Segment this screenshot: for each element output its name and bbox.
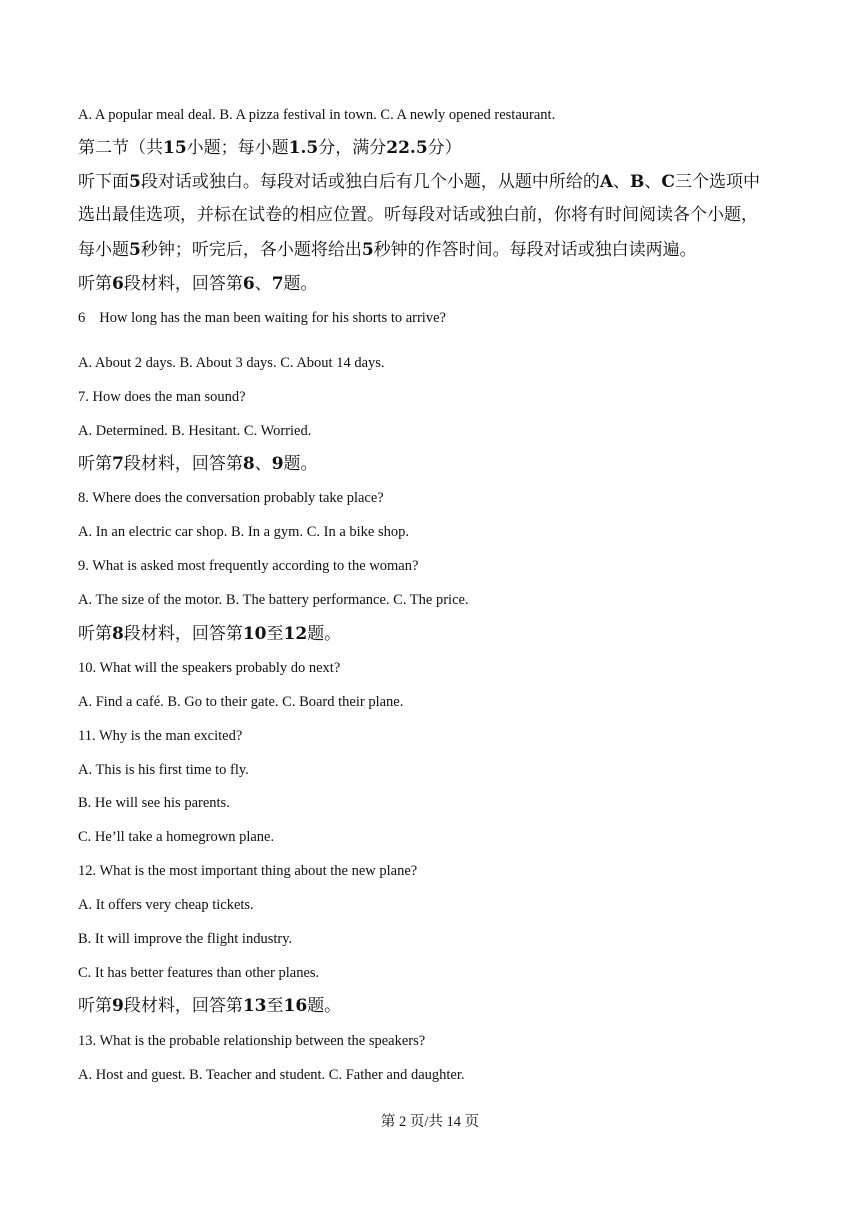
text-fragment: 题。 — [307, 624, 342, 644]
text-fragment: 听第 — [78, 996, 112, 1016]
text-fragment: 分，满分 — [318, 138, 387, 158]
text-fragment: 分） — [427, 138, 462, 158]
question-7-options: A. Determined. B. Hesitant. C. Worried. — [78, 423, 312, 439]
text-fragment: 9 — [112, 996, 124, 1016]
material-8-heading — [78, 623, 800, 645]
text-fragment: 题。 — [283, 274, 318, 294]
text-fragment: 听下面 — [78, 172, 129, 192]
question-10-options: A. Find a café. B. Go to their gate. C. Board their plane. — [78, 694, 404, 710]
instructions-line-2: 选出最佳选项，并标在试卷的相应位置。听每段对话或独白前，你将有时间阅读各个小题， — [78, 205, 758, 225]
text-fragment: 段对话或独白。每段对话或独白后有几个小题，从题中所给的 — [140, 172, 600, 192]
question-number: 6 — [78, 310, 86, 326]
text-fragment: 小题；每小题 — [186, 138, 289, 158]
text-fragment: 22.5 — [386, 138, 428, 158]
text-fragment: 、 — [613, 172, 631, 192]
text-fragment: 5 — [129, 172, 141, 192]
text-fragment: 至 — [266, 624, 284, 644]
text-fragment: 至 — [266, 996, 284, 1016]
text-fragment: 5 — [129, 240, 141, 260]
text-fragment: 三个选项中 — [674, 172, 760, 192]
page-footer: 第 2 页/共 14 页 — [380, 1114, 480, 1130]
text-fragment: 1.5 — [288, 138, 319, 158]
question-12-option-c: C. It has better features than other planes. — [78, 965, 320, 981]
text-fragment: 7 — [112, 454, 124, 474]
text-fragment: 每小题 — [78, 240, 129, 260]
text-fragment: C — [661, 172, 675, 192]
question-11-option-c: C. He’ll take a homegrown plane. — [78, 829, 275, 845]
text-fragment: 段材料，回答第 — [123, 274, 243, 294]
question-10: 10. What will the speakers probably do next? — [78, 660, 341, 676]
text-fragment: 、 — [254, 274, 272, 294]
material-7-heading — [78, 453, 800, 475]
text-fragment: 段材料，回答第 — [123, 454, 243, 474]
text-fragment: 段材料，回答第 — [123, 996, 243, 1016]
material-9-heading — [78, 995, 800, 1017]
question-12: 12. What is the most important thing about the new plane? — [78, 863, 418, 879]
text-fragment: A — [599, 172, 614, 192]
question-13: 13. What is the probable relationship between the speakers? — [78, 1033, 426, 1049]
question-7: 7. How does the man sound? — [78, 389, 246, 405]
text-fragment: 5 — [361, 240, 374, 260]
text-fragment: 6 — [242, 274, 255, 294]
question-6 — [78, 309, 800, 327]
question-11-option-b: B. He will see his parents. — [78, 795, 230, 811]
text-fragment: 秒钟的作答时间。每段对话或独白读两遍。 — [373, 240, 697, 260]
question-8-options: A. In an electric car shop. B. In a gym. C. In a bike shop. — [78, 524, 409, 540]
question-13-options: A. Host and guest. B. Teacher and student. C. Father and daughter. — [78, 1067, 465, 1083]
text-fragment: 秒钟；听完后，各小题将给出 — [140, 240, 362, 260]
text-fragment: 听第 — [78, 454, 112, 474]
text-fragment: 8 — [112, 624, 124, 644]
question-text: How long has the man been waiting for his shorts to arrive? — [99, 310, 446, 326]
text-fragment: 听第 — [78, 274, 112, 294]
question-11-option-a: A. This is his first time to fly. — [78, 762, 249, 778]
text-fragment: 题。 — [307, 996, 342, 1016]
text-fragment: 听第 — [78, 624, 112, 644]
question-9-options: A. The size of the motor. B. The battery performance. C. The price. — [78, 592, 469, 608]
text-fragment: 题。 — [283, 454, 318, 474]
instructions-line-1 — [78, 171, 800, 193]
question-9: 9. What is asked most frequently according to the woman? — [78, 558, 419, 574]
text-fragment: 6 — [112, 274, 124, 294]
text-fragment: 10 — [242, 624, 267, 644]
text-fragment: 7 — [271, 274, 284, 294]
text-fragment: 13 — [242, 996, 267, 1016]
text-fragment: 、 — [644, 172, 662, 192]
question-12-option-b: B. It will improve the flight industry. — [78, 931, 293, 947]
q5-options: A. A popular meal deal. B. A pizza festival in town. C. A newly opened restaurant. — [78, 107, 556, 123]
section-2-heading — [78, 137, 800, 159]
text-fragment: 8 — [242, 454, 255, 474]
text-fragment: 12 — [283, 624, 308, 644]
text-fragment: 段材料，回答第 — [123, 624, 243, 644]
question-8: 8. Where does the conversation probably take place? — [78, 490, 384, 506]
question-11: 11. Why is the man excited? — [78, 728, 243, 744]
text-fragment: B — [630, 172, 645, 192]
text-fragment: 第二节（共 — [78, 138, 163, 158]
text-fragment: 9 — [271, 454, 284, 474]
material-6-heading — [78, 273, 800, 295]
text-fragment: 、 — [254, 454, 272, 474]
text-fragment: 16 — [283, 996, 308, 1016]
instructions-line-3 — [78, 239, 800, 261]
text-fragment: 15 — [163, 138, 187, 158]
question-12-option-a: A. It offers very cheap tickets. — [78, 897, 254, 913]
question-6-options: A. About 2 days. B. About 3 days. C. About 14 days. — [78, 355, 385, 371]
